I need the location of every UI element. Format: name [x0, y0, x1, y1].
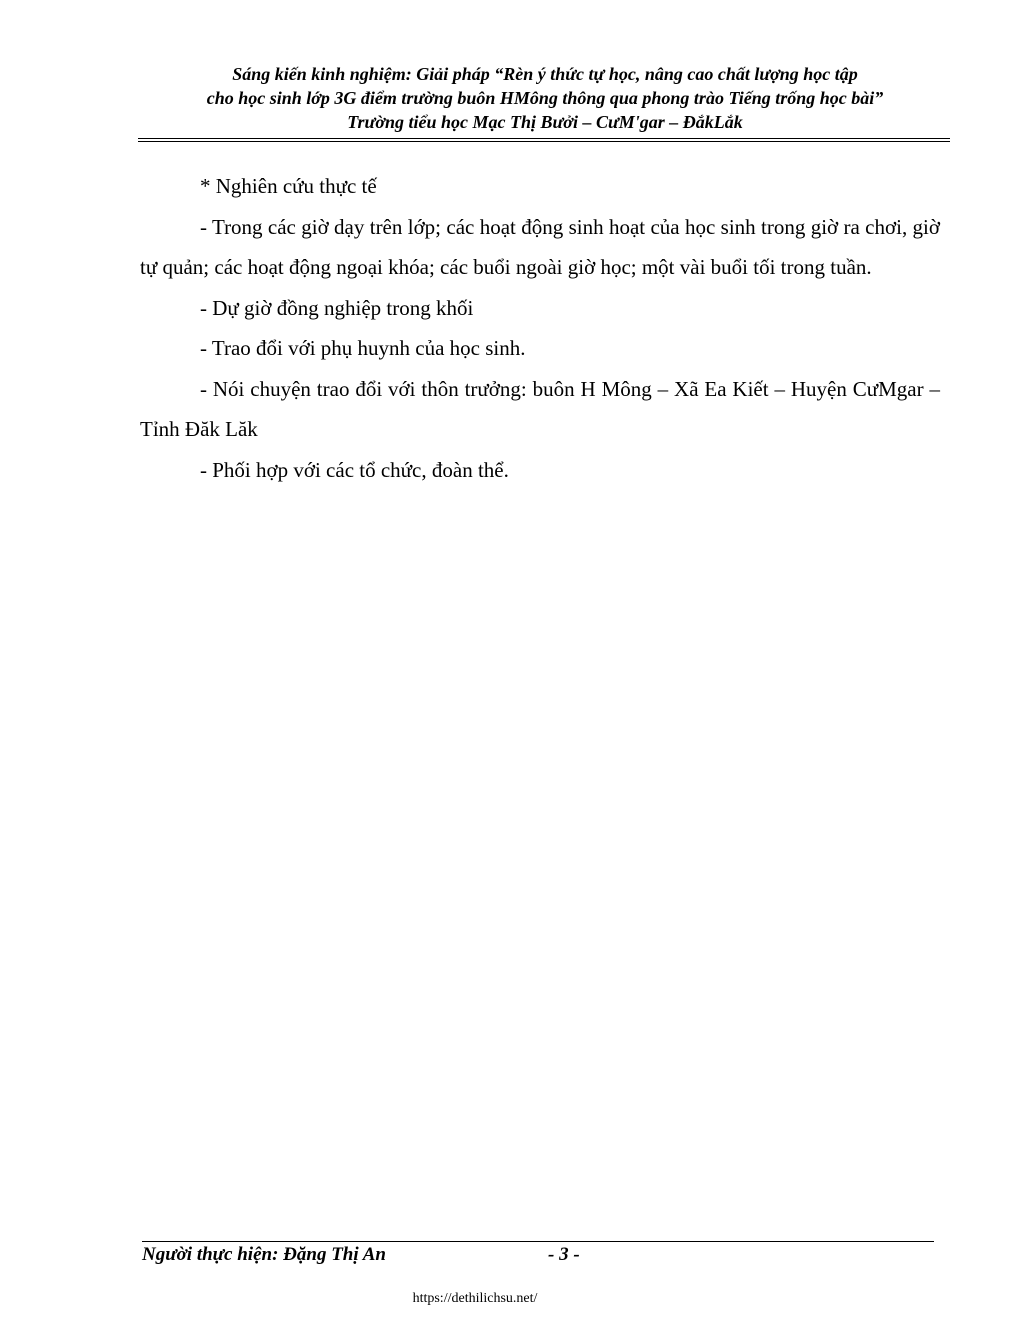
list-item-village-head-talk: - Nói chuyện trao đổi với thôn trưởng: buôn H Mông – Xã Ea Kiết – Huyện CưMgar – Tỉnh Đăk Lăk — [140, 376, 940, 441]
header-school-line: Trường tiểu học Mạc Thị Bưởi – CưM'gar – ĐắkLắk — [347, 112, 743, 132]
header-title-line-1: Sáng kiến kinh nghiệm: Giải pháp “Rèn ý thức tự học, nâng cao chất lượng học tập — [232, 64, 858, 84]
section-heading-practical-research: * Nghiên cứu thực tế — [200, 174, 377, 198]
document-body — [140, 166, 940, 490]
header-divider-secondary — [138, 141, 950, 142]
header-title-line-2: cho học sinh lớp 3G điểm trường buôn HMông thông qua phong trào Tiếng trống học bài” — [206, 88, 884, 108]
list-item-peer-observation: - Dự giờ đồng nghiệp trong khối — [200, 295, 474, 320]
list-item-parent-exchange: - Trao đổi với phụ huynh của học sinh. — [200, 336, 526, 360]
document-header — [140, 62, 950, 134]
page-number: - 3 - — [548, 1244, 580, 1265]
footer-author: Người thực hiện: Đặng Thị An — [142, 1244, 386, 1265]
list-item-observation: - Trong các giờ dạy trên lớp; các hoạt động sinh hoạt của học sinh trong giờ ra chơi, giờ tự quản; các hoạt động ngoại khóa; các buổi ngoài giờ học; một vài buổi tối trong tuần. — [140, 214, 940, 279]
source-url-link[interactable]: https://dethilichsu.net/ — [412, 1291, 538, 1306]
list-item-organization-coordination: - Phối hợp với các tổ chức, đoàn thể. — [200, 457, 509, 482]
header-divider — [138, 138, 950, 139]
